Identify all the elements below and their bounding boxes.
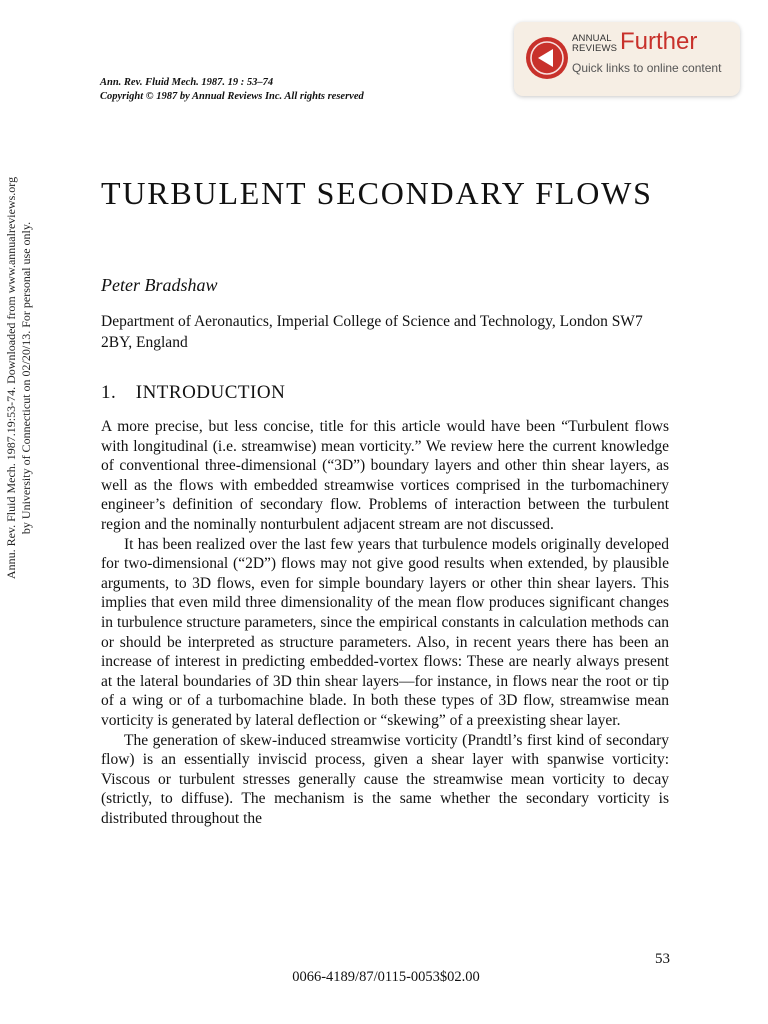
section-heading: 1. INTRODUCTION — [101, 382, 286, 403]
side-note-line-2: by University of Connecticut on 02/20/13. For personal use only. — [19, 221, 33, 535]
price-code: 0066-4189/87/0115-0053$02.00 — [292, 969, 480, 985]
page-number: 53 — [655, 951, 670, 967]
annual-reviews-further-badge[interactable] — [514, 22, 740, 96]
paragraph-1: A more precise, but less concise, title for this article would have been “Turbulent flows with longitudinal (i.e. streamwise) mean vorticity.” We review here the current knowledge of conventional three-dimensional (“3D”) boundary layers and other thin shear layers, as well as the flows with embedded streamwise vortices comprised in the turbomachinery engineer’s definition of secondary flow. Problems of interaction between the turbulent region and the nominally nonturbulent adjacent stream are not discussed. — [101, 418, 669, 533]
arrow-left-circle-icon — [524, 35, 570, 81]
paragraph-3: The generation of skew-induced streamwise vorticity (Prandtl’s first kind of secondary flow) is an essentially inviscid process, given a shear layer with spanwise vorticity: Viscous or turbulent stresses generally cause the streamwise mean vorticity to decay (strictly, to diffuse). The mechanism is the same whether the secondary vorticity is distributed throughout the — [101, 731, 669, 827]
badge-annual-label: ANNUAL — [572, 33, 612, 44]
author-affiliation: Department of Aeronautics, Imperial College of Science and Technology, London SW7 2BY, England — [101, 313, 643, 351]
citation-line-1: Ann. Rev. Fluid Mech. 1987. 19 : 53–74 — [100, 77, 274, 88]
badge-subtitle: Quick links to online content — [572, 61, 722, 75]
article-title: TURBULENT SECONDARY FLOWS — [101, 175, 653, 211]
article-author: Peter Bradshaw — [101, 275, 218, 295]
citation-line-2: Copyright © 1987 by Annual Reviews Inc. All rights reserved — [100, 91, 364, 102]
download-side-note — [4, 0, 34, 758]
paragraph-2: It has been realized over the last few years that turbulence models originally developed for two-dimensional (“2D”) flows may not give good results when extended, by plausible arguments, to 3D flows, even for simple boundary layers or other thin shear layers. This implies that even mild three dimensionality of the mean flow produces significant changes in turbulence structure parameters, since the empirical constants in calculation methods can or should be interpreted as structure parameters. Also, in recent years there has been an increase of interest in predicting embedded-vortex flows: These are nearly always present at the lateral boundaries of 3D thin shear layers—for instance, in flows near the root or tip of a wing or of a turbomachine blade. In both these types of 3D flow, streamwise mean vorticity is generated by lateral deflection or “skewing” of a preexisting shear layer. — [101, 535, 669, 729]
badge-reviews-label: REVIEWS — [572, 43, 618, 54]
article-body — [101, 417, 669, 828]
journal-citation — [100, 76, 500, 104]
badge-further-label: Further — [620, 28, 698, 55]
side-note-line-1: Annu. Rev. Fluid Mech. 1987.19:53-74. Downloaded from www.annualreviews.org — [4, 176, 18, 580]
